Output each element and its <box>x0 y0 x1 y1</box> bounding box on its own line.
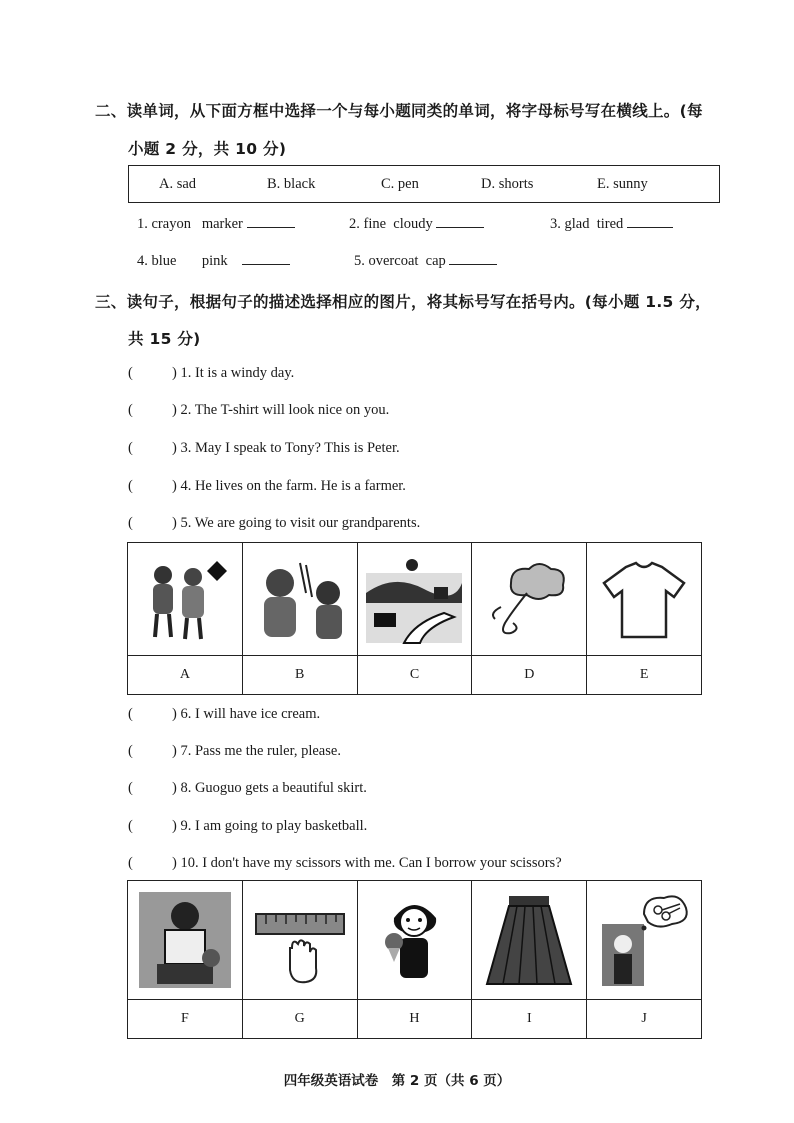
word-question-5 <box>354 252 497 270</box>
word-option-e: E. sunny <box>597 176 648 192</box>
sentence-question-7 <box>128 743 341 760</box>
picture-label-i: I <box>472 1000 587 1039</box>
question-word: cap <box>425 253 446 269</box>
question-number: 4. blue <box>137 253 177 269</box>
question-word: pink <box>201 253 228 269</box>
sentence-text: ) 4. He lives on the farm. He is a farmer. <box>172 478 406 494</box>
picture-label-e: E <box>587 656 702 695</box>
question-number: 1. crayon <box>137 216 191 232</box>
sentence-question-1 <box>128 365 294 382</box>
answer-blank-1[interactable] <box>247 215 295 228</box>
grandparents-picture <box>128 543 243 656</box>
question-word: marker <box>201 216 243 232</box>
picture-table-a-e <box>127 542 702 695</box>
answer-paren[interactable]: ( <box>128 818 133 834</box>
sentence-question-2 <box>128 402 389 419</box>
answer-paren[interactable]: ( <box>128 478 133 494</box>
basketball-player-picture <box>128 881 243 1000</box>
sentence-text: ) 5. We are going to visit our grandparents. <box>172 515 421 531</box>
sentence-question-10 <box>128 855 562 872</box>
sentence-text: ) 2. The T-shirt will look nice on you. <box>172 402 390 418</box>
answer-paren[interactable]: ( <box>128 706 133 722</box>
farm-picture <box>357 543 472 656</box>
sentence-question-9 <box>128 818 367 835</box>
word-option-a: A. sad <box>159 176 197 192</box>
section2-title-line2: 小题 2 分，共 10 分) <box>128 140 287 158</box>
answer-blank-2[interactable] <box>436 215 484 228</box>
sentence-question-6 <box>128 706 320 723</box>
picture-label-d: D <box>472 656 587 695</box>
question-number: 3. glad <box>550 216 590 232</box>
word-question-3 <box>550 215 673 233</box>
sentence-question-4 <box>128 478 406 495</box>
answer-paren[interactable]: ( <box>128 365 133 381</box>
sentence-text: ) 9. I am going to play basketball. <box>172 818 368 834</box>
picture-label-a: A <box>128 656 243 695</box>
sentence-text: ) 3. May I speak to Tony? This is Peter. <box>172 440 400 456</box>
tshirt-picture <box>587 543 702 656</box>
section3-title-line2: 共 15 分) <box>128 330 201 348</box>
sentence-question-3 <box>128 440 400 457</box>
ruler-hand-picture <box>242 881 357 1000</box>
question-number: 2. fine <box>349 216 387 232</box>
picture-label-g: G <box>242 1000 357 1039</box>
picture-label-c: C <box>357 656 472 695</box>
word-question-1 <box>137 215 295 233</box>
answer-paren[interactable]: ( <box>128 743 133 759</box>
picture-label-h: H <box>357 1000 472 1039</box>
sentence-text: ) 7. Pass me the ruler, please. <box>172 743 341 759</box>
word-option-c: C. pen <box>381 176 419 192</box>
skirt-picture <box>472 881 587 1000</box>
picture-table-f-j <box>127 880 702 1039</box>
question-number: 5. overcoat <box>354 253 419 269</box>
answer-paren[interactable]: ( <box>128 780 133 796</box>
answer-blank-5[interactable] <box>449 252 497 265</box>
word-option-d: D. shorts <box>481 176 534 192</box>
picture-label-j: J <box>587 1000 702 1039</box>
sentence-question-5 <box>128 515 420 532</box>
sentence-text: ) 1. It is a windy day. <box>172 365 295 381</box>
phone-call-picture <box>242 543 357 656</box>
sentence-text: ) 8. Guoguo gets a beautiful skirt. <box>172 780 367 796</box>
answer-blank-4[interactable] <box>242 252 290 265</box>
answer-paren[interactable]: ( <box>128 402 133 418</box>
girl-ice-cream-picture <box>357 881 472 1000</box>
section2-title-line1: 二、读单词，从下面方框中选择一个与每小题同类的单词，将字母标号写在横线上。(每 <box>95 102 703 120</box>
picture-label-b: B <box>242 656 357 695</box>
sentence-text: ) 6. I will have ice cream. <box>172 706 321 722</box>
sentence-question-8 <box>128 780 367 797</box>
answer-paren[interactable]: ( <box>128 440 133 456</box>
section3-title-line1: 三、读句子，根据句子的描述选择相应的图片，将其标号写在括号内。(每小题 1.5 分， <box>95 293 711 311</box>
word-question-2 <box>349 215 484 233</box>
answer-paren[interactable]: ( <box>128 855 133 871</box>
word-options-box <box>128 165 720 203</box>
wind-cloud-picture <box>472 543 587 656</box>
girl-thinking-scissors-picture <box>587 881 702 1000</box>
answer-blank-3[interactable] <box>627 215 673 228</box>
question-word: cloudy <box>393 216 433 232</box>
picture-label-f: F <box>128 1000 243 1039</box>
page-footer: 四年级英语试卷 第 2 页（共 6 页） <box>283 1073 511 1089</box>
answer-paren[interactable]: ( <box>128 515 133 531</box>
sentence-text: ) 10. I don't have my scissors with me. Can I borrow your scissors? <box>172 855 562 871</box>
question-word: tired <box>596 216 624 232</box>
word-question-4 <box>137 252 290 270</box>
word-option-b: B. black <box>267 176 316 192</box>
